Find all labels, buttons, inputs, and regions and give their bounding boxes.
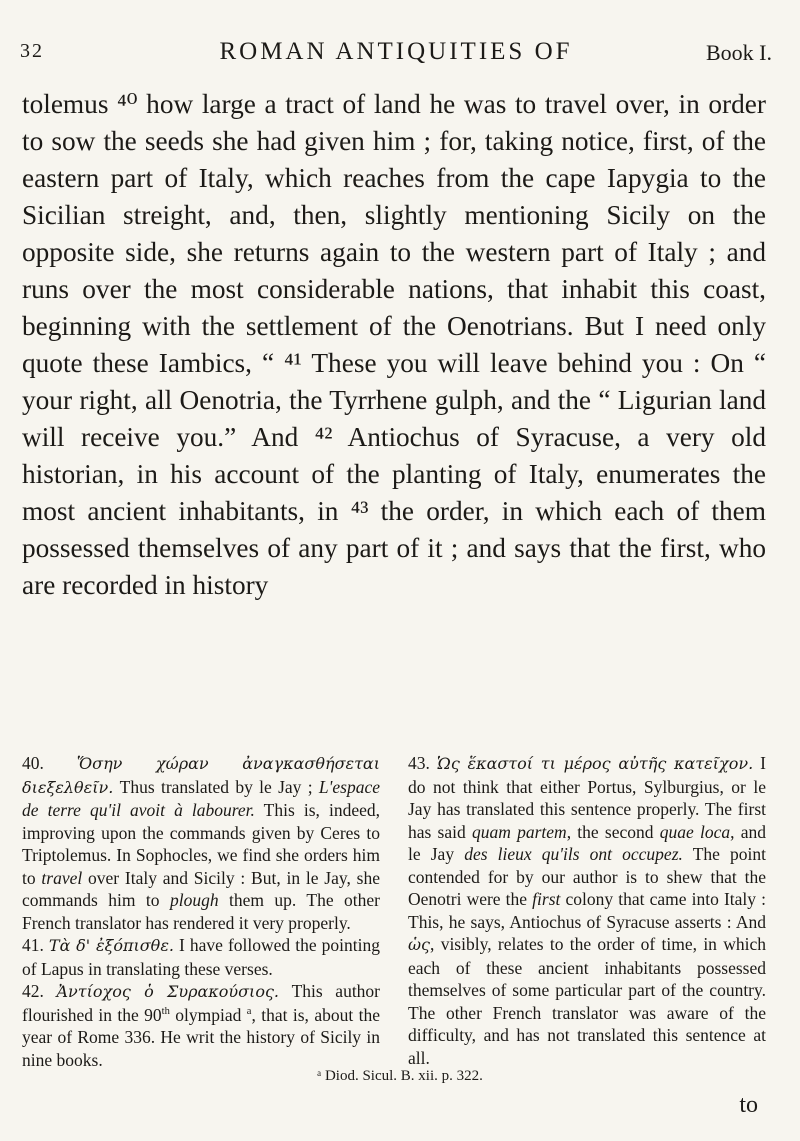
main-body-text: tolemus ⁴⁰ how large a tract of land he was to travel over, in order to sow the seeds she had given him ; for, taking notice, first, of the eastern part of Italy, which reaches from the cape Iapygia to the Sicilian streight, and, then, slightly mentioning Sicily on the opposite side, she returns again to the western part of Italy ; and runs over the most considerable nations, that inhabit this coast, beginning with the settlement of the Oenotrians. But I need only quote these Iambics, “ ⁴¹ These you will leave behind you : On “ your right, all Oenotria, the Tyrrhene gulph, and the “ Ligurian land will receive you.” And ⁴² Antiochus of Syracuse, a very old historian, in his account of the planting of Italy, enumerates the most ancient inhabitants, in ⁴³ the order, in which each of them possessed themselves of any part of it ; and says that the first, who are recorded in history [22, 89, 766, 600]
note-43-em-3: des lieux qu'ils ont occupez. [464, 844, 683, 864]
note-40-number: 40. [22, 753, 44, 773]
note-43-text: I do not think that either Portus, Sylburgius, or le Jay has translated this sentence properly. The first has said [408, 753, 766, 842]
catchword: to [739, 1092, 758, 1118]
note-41-number: 41. [22, 935, 44, 955]
note-40-text-2: This is, indeed, improving upon the commands given by Ceres to Triptolemus. In Sophocles, we find she orders him to [22, 800, 380, 888]
note-40-french: L'espace de terre qu'il avoit à labourer. [22, 776, 380, 820]
note-40-em-plough: plough [169, 890, 219, 910]
note-42-text-2: olympiad [169, 1004, 247, 1025]
notes-column-left [22, 752, 380, 1071]
note-43-greek: Ὡς ἕκαστοί τι μέρος αὐτῆς κατεῖχον. [436, 754, 754, 773]
note-43-text-6: , visibly, relates to the order of time, in which each of these ancient inhabitants possessed themselves of some particular part of the country. The other French translator was aware of the difficulty, and has not translated this sentence at all. [408, 934, 766, 1068]
note-40-text-3: over Italy and Sicily : But, in le Jay, she commands him to [22, 867, 380, 910]
note-41 [22, 934, 380, 980]
note-43-em-4: first [532, 889, 561, 909]
note-42-ordinal: th [161, 1005, 170, 1017]
note-43-text-4: The point contended for by our author is to shew that the Oenotri were the [408, 844, 766, 909]
note-42-greek: Ἀντίοχος ὁ Συρακούσιος. [56, 982, 280, 1001]
running-title: ROMAN ANTIQUITIES OF [219, 38, 573, 65]
note-43-number: 43. [408, 753, 430, 773]
page-number: 32 [20, 40, 44, 62]
note-43 [408, 752, 766, 1069]
note-43-em-1: quam partem [471, 821, 567, 842]
note-43-text-5: colony that came into Italy : This, he says, Antiochus of Syracuse asserts : And [408, 889, 766, 932]
note-42-number: 42. [22, 981, 44, 1001]
note-40-em-travel: travel [41, 867, 83, 888]
page-header [20, 38, 772, 70]
note-40-greek: Ὅσην χώραν ἀναγκασθήσεται διεξελθεῖν. [22, 754, 381, 797]
note-42-text-3: , that is, about the year of Rome 336. He writ the history of Sicily in nine books. [22, 1004, 380, 1070]
note-41-text: I have followed the pointing of Lapus in translating these verses. [22, 935, 380, 979]
note-42-text: This author flourished in the 90 [22, 981, 381, 1025]
notes-column-right [408, 752, 766, 1069]
book-reference: Book I. [706, 40, 772, 65]
note-43-em-2: quae loca [659, 821, 731, 842]
footnote: ᵃ Diod. Sicul. B. xii. p. 322. [317, 1068, 483, 1084]
note-42 [22, 980, 380, 1071]
note-43-text-3: , and le Jay [408, 821, 766, 864]
note-42-footnote-ref: a [246, 1005, 252, 1017]
note-40-text-4: them up. The other French translator has rendered it very properly. [22, 890, 381, 933]
note-40 [22, 752, 380, 934]
note-43-text-2: , the second [566, 821, 660, 842]
note-41-greek: Τὰ δ' ἐξόπισθε. [48, 936, 174, 955]
note-43-greek-2: ὡς [408, 935, 431, 954]
note-40-text: Thus translated by le Jay ; [113, 776, 319, 797]
